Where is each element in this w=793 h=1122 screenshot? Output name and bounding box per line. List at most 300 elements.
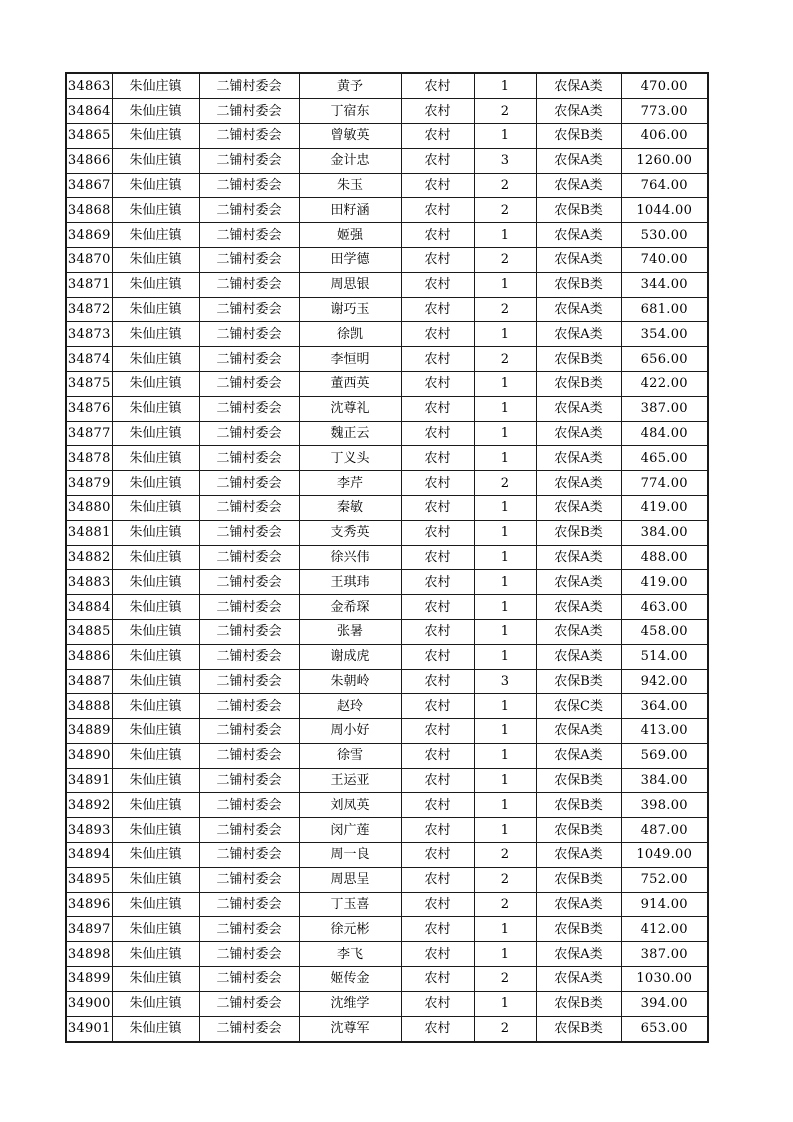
cell-name: 支秀英 — [299, 520, 401, 545]
cell-amount: 406.00 — [621, 123, 708, 148]
cell-category: 农保A类 — [536, 396, 621, 421]
cell-name: 丁义头 — [299, 446, 401, 471]
cell-category: 农保B类 — [536, 669, 621, 694]
cell-residence: 农村 — [401, 694, 474, 719]
cell-residence: 农村 — [401, 595, 474, 620]
table-row — [66, 719, 708, 744]
cell-name: 姬强 — [299, 223, 401, 248]
cell-count: 2 — [474, 471, 536, 496]
cell-count: 2 — [474, 198, 536, 223]
cell-village: 二铺村委会 — [199, 272, 299, 297]
cell-residence: 农村 — [401, 942, 474, 967]
cell-residence: 农村 — [401, 967, 474, 992]
cell-town: 朱仙庄镇 — [112, 743, 199, 768]
cell-residence: 农村 — [401, 520, 474, 545]
cell-category: 农保A类 — [536, 644, 621, 669]
cell-residence: 农村 — [401, 73, 474, 99]
pension-roster-table — [65, 72, 709, 1043]
cell-category: 农保A类 — [536, 545, 621, 570]
table-row — [66, 471, 708, 496]
cell-town: 朱仙庄镇 — [112, 967, 199, 992]
cell-residence: 农村 — [401, 991, 474, 1016]
cell-count: 1 — [474, 694, 536, 719]
cell-amount: 412.00 — [621, 917, 708, 942]
table-row — [66, 793, 708, 818]
cell-name: 徐兴伟 — [299, 545, 401, 570]
cell-category: 农保A类 — [536, 495, 621, 520]
cell-name: 周思呈 — [299, 867, 401, 892]
cell-village: 二铺村委会 — [199, 148, 299, 173]
cell-id: 34887 — [66, 669, 112, 694]
cell-count: 1 — [474, 421, 536, 446]
cell-residence: 农村 — [401, 892, 474, 917]
cell-amount: 364.00 — [621, 694, 708, 719]
cell-amount: 914.00 — [621, 892, 708, 917]
table-row — [66, 297, 708, 322]
cell-village: 二铺村委会 — [199, 967, 299, 992]
cell-id: 34889 — [66, 719, 112, 744]
cell-id: 34863 — [66, 73, 112, 99]
cell-name: 徐雪 — [299, 743, 401, 768]
cell-count: 1 — [474, 223, 536, 248]
table-row — [66, 322, 708, 347]
cell-name: 刘凤英 — [299, 793, 401, 818]
cell-town: 朱仙庄镇 — [112, 892, 199, 917]
cell-category: 农保A类 — [536, 223, 621, 248]
cell-name: 谢成虎 — [299, 644, 401, 669]
cell-village: 二铺村委会 — [199, 545, 299, 570]
cell-id: 34884 — [66, 595, 112, 620]
cell-village: 二铺村委会 — [199, 247, 299, 272]
table-row — [66, 148, 708, 173]
table-row — [66, 1016, 708, 1042]
cell-count: 1 — [474, 917, 536, 942]
cell-village: 二铺村委会 — [199, 520, 299, 545]
cell-name: 黄予 — [299, 73, 401, 99]
cell-town: 朱仙庄镇 — [112, 793, 199, 818]
table-row — [66, 619, 708, 644]
cell-count: 1 — [474, 991, 536, 1016]
cell-residence: 农村 — [401, 371, 474, 396]
table-row — [66, 644, 708, 669]
cell-id: 34870 — [66, 247, 112, 272]
table-row — [66, 520, 708, 545]
cell-name: 张暑 — [299, 619, 401, 644]
table-row — [66, 917, 708, 942]
cell-name: 丁玉喜 — [299, 892, 401, 917]
cell-town: 朱仙庄镇 — [112, 867, 199, 892]
cell-amount: 1044.00 — [621, 198, 708, 223]
cell-residence: 农村 — [401, 495, 474, 520]
cell-count: 1 — [474, 272, 536, 297]
cell-id: 34882 — [66, 545, 112, 570]
cell-town: 朱仙庄镇 — [112, 843, 199, 868]
cell-amount: 484.00 — [621, 421, 708, 446]
cell-amount: 752.00 — [621, 867, 708, 892]
cell-town: 朱仙庄镇 — [112, 495, 199, 520]
cell-amount: 419.00 — [621, 570, 708, 595]
cell-category: 农保B类 — [536, 768, 621, 793]
cell-category: 农保B类 — [536, 867, 621, 892]
cell-id: 34901 — [66, 1016, 112, 1042]
cell-name: 王琪玮 — [299, 570, 401, 595]
cell-count: 2 — [474, 843, 536, 868]
cell-category: 农保B类 — [536, 1016, 621, 1042]
cell-amount: 465.00 — [621, 446, 708, 471]
cell-count: 2 — [474, 173, 536, 198]
cell-town: 朱仙庄镇 — [112, 99, 199, 124]
cell-id: 34896 — [66, 892, 112, 917]
cell-amount: 530.00 — [621, 223, 708, 248]
cell-name: 周小好 — [299, 719, 401, 744]
cell-category: 农保A类 — [536, 297, 621, 322]
cell-category: 农保A类 — [536, 619, 621, 644]
cell-village: 二铺村委会 — [199, 867, 299, 892]
cell-residence: 农村 — [401, 669, 474, 694]
cell-category: 农保B类 — [536, 818, 621, 843]
cell-village: 二铺村委会 — [199, 371, 299, 396]
cell-count: 2 — [474, 99, 536, 124]
cell-category: 农保B类 — [536, 793, 621, 818]
table-row — [66, 545, 708, 570]
cell-count: 2 — [474, 347, 536, 372]
table-row — [66, 967, 708, 992]
cell-town: 朱仙庄镇 — [112, 719, 199, 744]
cell-name: 董西英 — [299, 371, 401, 396]
cell-amount: 387.00 — [621, 942, 708, 967]
cell-amount: 470.00 — [621, 73, 708, 99]
cell-town: 朱仙庄镇 — [112, 471, 199, 496]
cell-residence: 农村 — [401, 867, 474, 892]
cell-category: 农保A类 — [536, 446, 621, 471]
cell-count: 2 — [474, 1016, 536, 1042]
cell-id: 34893 — [66, 818, 112, 843]
cell-residence: 农村 — [401, 173, 474, 198]
cell-name: 徐凯 — [299, 322, 401, 347]
cell-id: 34881 — [66, 520, 112, 545]
cell-village: 二铺村委会 — [199, 619, 299, 644]
table-row — [66, 223, 708, 248]
cell-residence: 农村 — [401, 545, 474, 570]
cell-town: 朱仙庄镇 — [112, 446, 199, 471]
cell-category: 农保B类 — [536, 520, 621, 545]
cell-village: 二铺村委会 — [199, 719, 299, 744]
cell-town: 朱仙庄镇 — [112, 619, 199, 644]
cell-residence: 农村 — [401, 421, 474, 446]
cell-name: 闵广莲 — [299, 818, 401, 843]
cell-category: 农保A类 — [536, 719, 621, 744]
cell-name: 沈维学 — [299, 991, 401, 1016]
cell-count: 1 — [474, 495, 536, 520]
cell-amount: 653.00 — [621, 1016, 708, 1042]
cell-village: 二铺村委会 — [199, 73, 299, 99]
cell-village: 二铺村委会 — [199, 1016, 299, 1042]
table-row — [66, 818, 708, 843]
cell-id: 34864 — [66, 99, 112, 124]
cell-id: 34869 — [66, 223, 112, 248]
cell-village: 二铺村委会 — [199, 793, 299, 818]
cell-village: 二铺村委会 — [199, 768, 299, 793]
cell-name: 谢巧玉 — [299, 297, 401, 322]
cell-count: 2 — [474, 867, 536, 892]
cell-count: 1 — [474, 595, 536, 620]
cell-town: 朱仙庄镇 — [112, 942, 199, 967]
cell-village: 二铺村委会 — [199, 843, 299, 868]
cell-name: 曾敏英 — [299, 123, 401, 148]
cell-residence: 农村 — [401, 570, 474, 595]
cell-village: 二铺村委会 — [199, 198, 299, 223]
cell-village: 二铺村委会 — [199, 223, 299, 248]
cell-residence: 农村 — [401, 123, 474, 148]
cell-residence: 农村 — [401, 148, 474, 173]
cell-name: 魏正云 — [299, 421, 401, 446]
cell-amount: 354.00 — [621, 322, 708, 347]
cell-town: 朱仙庄镇 — [112, 371, 199, 396]
cell-amount: 514.00 — [621, 644, 708, 669]
cell-name: 徐元彬 — [299, 917, 401, 942]
cell-count: 1 — [474, 123, 536, 148]
cell-name: 田学德 — [299, 247, 401, 272]
table-row — [66, 892, 708, 917]
cell-town: 朱仙庄镇 — [112, 272, 199, 297]
cell-amount: 740.00 — [621, 247, 708, 272]
cell-count: 1 — [474, 719, 536, 744]
cell-id: 34892 — [66, 793, 112, 818]
table-row — [66, 198, 708, 223]
cell-count: 1 — [474, 942, 536, 967]
cell-town: 朱仙庄镇 — [112, 198, 199, 223]
cell-amount: 1260.00 — [621, 148, 708, 173]
cell-name: 丁宿东 — [299, 99, 401, 124]
cell-town: 朱仙庄镇 — [112, 520, 199, 545]
cell-residence: 农村 — [401, 297, 474, 322]
cell-amount: 458.00 — [621, 619, 708, 644]
cell-town: 朱仙庄镇 — [112, 123, 199, 148]
cell-village: 二铺村委会 — [199, 644, 299, 669]
cell-amount: 344.00 — [621, 272, 708, 297]
cell-residence: 农村 — [401, 347, 474, 372]
cell-town: 朱仙庄镇 — [112, 396, 199, 421]
cell-residence: 农村 — [401, 446, 474, 471]
table-row — [66, 371, 708, 396]
cell-town: 朱仙庄镇 — [112, 223, 199, 248]
table-row — [66, 669, 708, 694]
cell-amount: 413.00 — [621, 719, 708, 744]
cell-category: 农保A类 — [536, 967, 621, 992]
cell-category: 农保A类 — [536, 99, 621, 124]
cell-id: 34899 — [66, 967, 112, 992]
cell-category: 农保A类 — [536, 73, 621, 99]
cell-amount: 569.00 — [621, 743, 708, 768]
cell-name: 周思银 — [299, 272, 401, 297]
cell-village: 二铺村委会 — [199, 495, 299, 520]
cell-category: 农保A类 — [536, 892, 621, 917]
table-row — [66, 570, 708, 595]
cell-id: 34890 — [66, 743, 112, 768]
cell-count: 1 — [474, 545, 536, 570]
cell-town: 朱仙庄镇 — [112, 347, 199, 372]
cell-category: 农保B类 — [536, 991, 621, 1016]
cell-id: 34891 — [66, 768, 112, 793]
table-row — [66, 99, 708, 124]
cell-village: 二铺村委会 — [199, 595, 299, 620]
table-row — [66, 694, 708, 719]
cell-amount: 1030.00 — [621, 967, 708, 992]
cell-village: 二铺村委会 — [199, 570, 299, 595]
cell-name: 田籽涵 — [299, 198, 401, 223]
cell-residence: 农村 — [401, 843, 474, 868]
table-row — [66, 396, 708, 421]
cell-town: 朱仙庄镇 — [112, 570, 199, 595]
cell-name: 朱朝岭 — [299, 669, 401, 694]
cell-village: 二铺村委会 — [199, 173, 299, 198]
cell-name: 李芹 — [299, 471, 401, 496]
cell-village: 二铺村委会 — [199, 669, 299, 694]
cell-residence: 农村 — [401, 768, 474, 793]
cell-name: 沈尊礼 — [299, 396, 401, 421]
cell-category: 农保C类 — [536, 694, 621, 719]
cell-residence: 农村 — [401, 644, 474, 669]
cell-id: 34874 — [66, 347, 112, 372]
cell-id: 34886 — [66, 644, 112, 669]
cell-amount: 384.00 — [621, 768, 708, 793]
cell-village: 二铺村委会 — [199, 892, 299, 917]
cell-residence: 农村 — [401, 793, 474, 818]
table-row — [66, 123, 708, 148]
cell-residence: 农村 — [401, 619, 474, 644]
cell-count: 1 — [474, 768, 536, 793]
cell-count: 2 — [474, 892, 536, 917]
cell-town: 朱仙庄镇 — [112, 247, 199, 272]
cell-category: 农保A类 — [536, 595, 621, 620]
cell-category: 农保A类 — [536, 148, 621, 173]
table-row — [66, 843, 708, 868]
cell-category: 农保B类 — [536, 917, 621, 942]
cell-count: 1 — [474, 520, 536, 545]
cell-town: 朱仙庄镇 — [112, 644, 199, 669]
cell-name: 周一良 — [299, 843, 401, 868]
cell-id: 34865 — [66, 123, 112, 148]
cell-town: 朱仙庄镇 — [112, 694, 199, 719]
cell-amount: 463.00 — [621, 595, 708, 620]
cell-town: 朱仙庄镇 — [112, 322, 199, 347]
cell-town: 朱仙庄镇 — [112, 148, 199, 173]
cell-town: 朱仙庄镇 — [112, 669, 199, 694]
cell-id: 34883 — [66, 570, 112, 595]
cell-name: 朱玉 — [299, 173, 401, 198]
cell-village: 二铺村委会 — [199, 396, 299, 421]
cell-village: 二铺村委会 — [199, 421, 299, 446]
cell-id: 34877 — [66, 421, 112, 446]
cell-amount: 764.00 — [621, 173, 708, 198]
cell-name: 李飞 — [299, 942, 401, 967]
cell-name: 姬传金 — [299, 967, 401, 992]
cell-village: 二铺村委会 — [199, 818, 299, 843]
table-row — [66, 768, 708, 793]
cell-amount: 773.00 — [621, 99, 708, 124]
cell-residence: 农村 — [401, 743, 474, 768]
cell-category: 农保A类 — [536, 471, 621, 496]
cell-amount: 488.00 — [621, 545, 708, 570]
cell-town: 朱仙庄镇 — [112, 991, 199, 1016]
cell-village: 二铺村委会 — [199, 99, 299, 124]
cell-village: 二铺村委会 — [199, 917, 299, 942]
cell-id: 34879 — [66, 471, 112, 496]
cell-category: 农保A类 — [536, 421, 621, 446]
table-row — [66, 867, 708, 892]
cell-category: 农保A类 — [536, 843, 621, 868]
cell-id: 34868 — [66, 198, 112, 223]
cell-town: 朱仙庄镇 — [112, 297, 199, 322]
cell-category: 农保A类 — [536, 570, 621, 595]
cell-town: 朱仙庄镇 — [112, 421, 199, 446]
cell-count: 1 — [474, 396, 536, 421]
cell-id: 34880 — [66, 495, 112, 520]
cell-count: 3 — [474, 148, 536, 173]
cell-amount: 656.00 — [621, 347, 708, 372]
cell-category: 农保B类 — [536, 272, 621, 297]
cell-town: 朱仙庄镇 — [112, 595, 199, 620]
cell-village: 二铺村委会 — [199, 942, 299, 967]
cell-amount: 419.00 — [621, 495, 708, 520]
cell-village: 二铺村委会 — [199, 694, 299, 719]
cell-category: 农保A类 — [536, 247, 621, 272]
cell-id: 34895 — [66, 867, 112, 892]
cell-village: 二铺村委会 — [199, 743, 299, 768]
table-row — [66, 247, 708, 272]
cell-residence: 农村 — [401, 917, 474, 942]
cell-residence: 农村 — [401, 1016, 474, 1042]
cell-id: 34894 — [66, 843, 112, 868]
cell-count: 2 — [474, 247, 536, 272]
cell-name: 赵玲 — [299, 694, 401, 719]
cell-town: 朱仙庄镇 — [112, 768, 199, 793]
cell-town: 朱仙庄镇 — [112, 545, 199, 570]
cell-village: 二铺村委会 — [199, 471, 299, 496]
cell-category: 农保A类 — [536, 322, 621, 347]
cell-amount: 487.00 — [621, 818, 708, 843]
cell-id: 34876 — [66, 396, 112, 421]
cell-count: 1 — [474, 322, 536, 347]
cell-residence: 农村 — [401, 322, 474, 347]
cell-id: 34878 — [66, 446, 112, 471]
cell-village: 二铺村委会 — [199, 991, 299, 1016]
cell-id: 34888 — [66, 694, 112, 719]
cell-count: 1 — [474, 371, 536, 396]
cell-count: 3 — [474, 669, 536, 694]
cell-amount: 942.00 — [621, 669, 708, 694]
table-row — [66, 173, 708, 198]
cell-id: 34875 — [66, 371, 112, 396]
cell-count: 2 — [474, 297, 536, 322]
cell-residence: 农村 — [401, 198, 474, 223]
cell-town: 朱仙庄镇 — [112, 917, 199, 942]
cell-id: 34866 — [66, 148, 112, 173]
cell-category: 农保B类 — [536, 198, 621, 223]
cell-residence: 农村 — [401, 223, 474, 248]
cell-count: 1 — [474, 446, 536, 471]
cell-name: 李恒明 — [299, 347, 401, 372]
cell-residence: 农村 — [401, 396, 474, 421]
cell-amount: 1049.00 — [621, 843, 708, 868]
cell-village: 二铺村委会 — [199, 347, 299, 372]
table-row — [66, 942, 708, 967]
cell-count: 1 — [474, 743, 536, 768]
table-row — [66, 446, 708, 471]
cell-amount: 422.00 — [621, 371, 708, 396]
cell-name: 沈尊军 — [299, 1016, 401, 1042]
cell-amount: 774.00 — [621, 471, 708, 496]
